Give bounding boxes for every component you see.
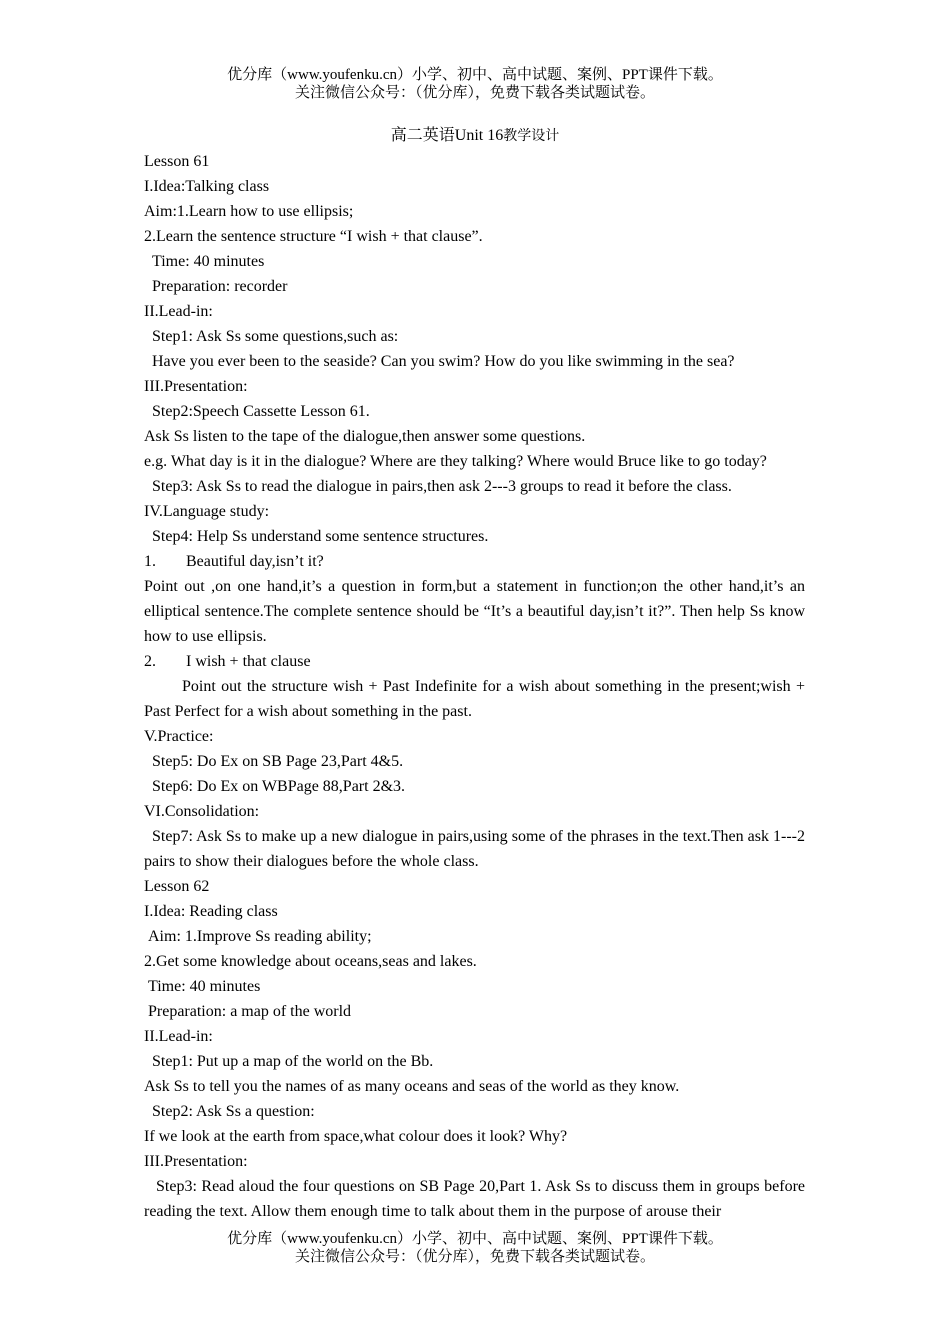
step-line: Step1: Put up a map of the world on the Bb. [152,1053,434,1070]
section-heading: II.Lead-in: [144,303,213,320]
text-line: Preparation: recorder [152,278,288,295]
text-line: Time: 40 minutes [148,978,261,995]
section-heading: I.Idea:Talking class [144,178,270,195]
page-header [0,66,950,102]
item-text: I wish + that clause [186,653,311,670]
text-line: 2.Get some knowledge about oceans,seas and lakes. [144,953,477,970]
title-main: 高二英语Unit 16 [390,127,504,144]
text-line: Time: 40 minutes [152,253,265,270]
item-number: 1. [144,553,156,570]
text-line: Ask Ss listen to the tape of the dialogue,then answer some questions. [144,428,586,445]
numbered-item [144,649,805,674]
text-line: Aim:1.Learn how to use ellipsis; [144,203,354,220]
section-heading: II.Lead-in: [144,1028,213,1045]
title-suffix: 教学设计 [503,129,560,144]
section-heading: III.Presentation: [144,1153,248,1170]
text-line: Aim: 1.Improve Ss reading ability; [148,928,372,945]
step-line: Step6: Do Ex on WBPage 88,Part 2&3. [152,778,406,795]
text-line: Ask Ss to tell you the names of as many oceans and seas of the world as they know. [144,1078,680,1095]
numbered-item [144,549,805,574]
paragraph: Point out the structure wish + Past Indefinite for a wish about something in the present;wish + Past Perfect for a wish about something in the past. [144,678,805,720]
text-line: Preparation: a map of the world [148,1003,352,1020]
step-line: Step3: Ask Ss to read the dialogue in pairs,then ask 2---3 groups to read it before the class. [152,478,732,495]
header-line-2: 关注微信公众号：（优分库），免费下载各类试题试卷。 [294,85,655,101]
section-heading: V.Practice: [144,728,214,745]
text-line: Have you ever been to the seaside? Can you swim? How do you like swimming in the sea? [152,353,735,370]
paragraph [144,1174,805,1224]
page-footer [0,1230,950,1266]
section-heading: I.Idea: Reading class [144,903,278,920]
document-body [144,149,805,1224]
text-line: If we look at the earth from space,what colour does it look? Why? [144,1128,568,1145]
step-line: Step4: Help Ss understand some sentence structures. [152,528,489,545]
footer-line-1: 优分库（www.youfenku.cn）小学、初中、高中试题、案例、PPT课件下载。 [227,1231,723,1247]
step-line: Step5: Do Ex on SB Page 23,Part 4&5. [152,753,404,770]
step-line: Step2:Speech Cassette Lesson 61. [152,403,370,420]
item-number: 2. [144,653,156,670]
lesson-heading: Lesson 61 [144,153,210,170]
footer-line-2: 关注微信公众号：（优分库），免费下载各类试题试卷。 [294,1249,655,1265]
text-line: e.g. What day is it in the dialogue? Where are they talking? Where would Bruce like to go today? [144,453,767,470]
item-text: Beautiful day,isn’t it? [186,553,324,570]
lesson-heading: Lesson 62 [144,878,210,895]
paragraph: Point out ,on one hand,it’s a question in form,but a statement in function;on the other hand,it’s an elliptical sentence.The complete sentence should be “It’s a beautiful day,isn’t it?”. Then help Ss know how to use ellipsis. [144,578,805,645]
header-line-1: 优分库（www.youfenku.cn）小学、初中、高中试题、案例、PPT课件下载。 [227,67,723,83]
step-line: Step1: Ask Ss some questions,such as: [152,328,399,345]
section-heading: IV.Language study: [144,503,270,520]
paragraph [144,824,805,874]
section-heading: III.Presentation: [144,378,248,395]
step-text: Step3: Read aloud the four questions on SB Page 20,Part 1. Ask Ss to discuss them in groups before reading the text. Allow them enough time to talk about them in the purpose of arouse their [144,1178,805,1220]
section-heading: VI.Consolidation: [144,803,260,820]
step-line: Step2: Ask Ss a question: [152,1103,315,1120]
document-title [0,126,950,147]
text-line: 2.Learn the sentence structure “I wish + that clause”. [144,228,483,245]
step-text: Step7: Ask Ss to make up a new dialogue in pairs,using some of the phrases in the text.Then ask 1---2 pairs to show their dialogues before the whole class. [144,828,805,870]
